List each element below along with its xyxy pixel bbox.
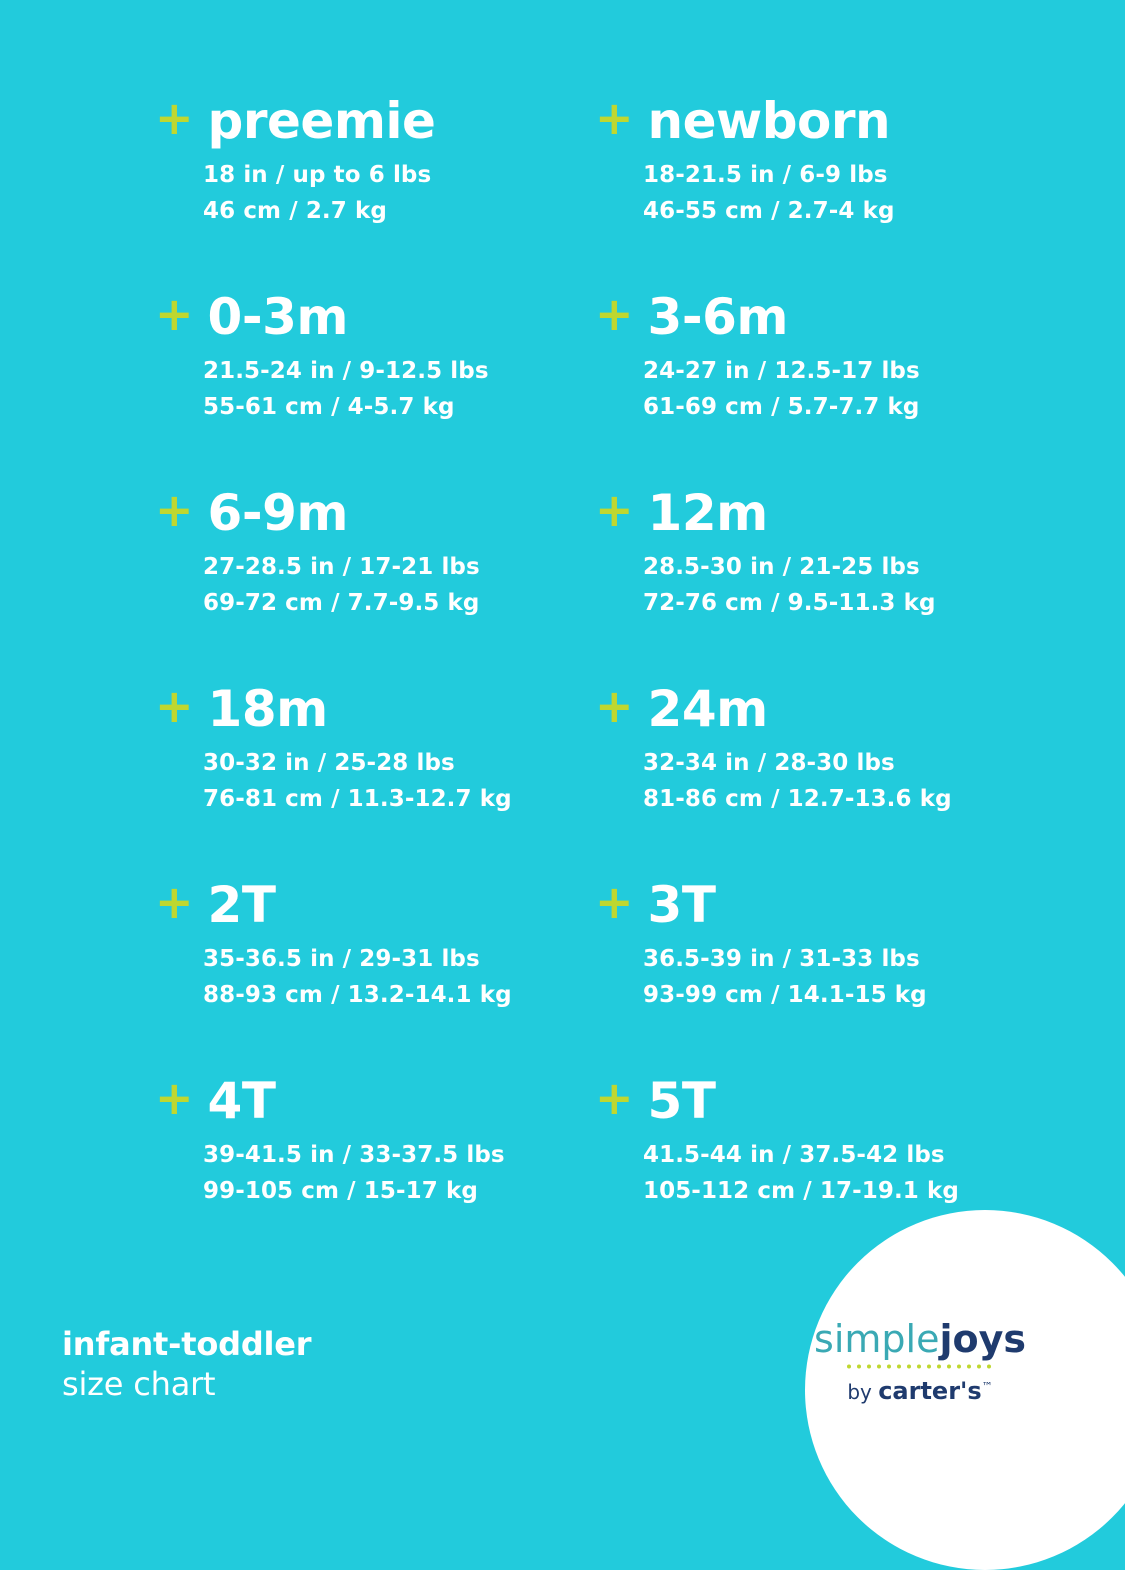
size-entry-18m — [155, 679, 595, 880]
size-measurement-imperial: 18-21.5 in / 6-9 lbs — [643, 162, 888, 188]
size-measurements — [155, 158, 595, 229]
plus-icon: + — [155, 875, 194, 929]
size-measurements — [155, 746, 595, 817]
plus-icon: + — [595, 483, 634, 537]
size-entry-0-3m — [155, 287, 595, 488]
plus-icon: + — [155, 91, 194, 145]
chart-title — [62, 1324, 311, 1404]
size-label: 6-9m — [207, 484, 348, 542]
size-heading — [595, 679, 1035, 738]
size-measurements — [595, 942, 1035, 1013]
size-measurement-metric: 99-105 cm / 15-17 kg — [203, 1177, 478, 1204]
size-measurement-metric: 46 cm / 2.7 kg — [203, 197, 387, 224]
size-measurements — [155, 1138, 595, 1209]
size-entry-12m — [595, 483, 1035, 684]
plus-icon: + — [595, 875, 634, 929]
size-measurement-imperial: 21.5-24 in / 9-12.5 lbs — [203, 358, 489, 384]
plus-icon: + — [155, 483, 194, 537]
size-label: 0-3m — [207, 288, 348, 346]
size-measurement-metric: 105-112 cm / 17-19.1 kg — [643, 1177, 959, 1204]
chart-title-line1: infant-toddler — [62, 1325, 312, 1363]
dotted-rule-icon — [845, 1364, 995, 1369]
size-measurement-metric: 69-72 cm / 7.7-9.5 kg — [203, 589, 480, 616]
size-measurement-imperial: 27-28.5 in / 17-21 lbs — [203, 554, 480, 580]
brand-logo-by-text: by — [847, 1380, 879, 1404]
size-label: 3-6m — [647, 288, 788, 346]
size-measurements — [595, 354, 1035, 425]
size-measurement-metric: 81-86 cm / 12.7-13.6 kg — [643, 785, 952, 812]
brand-logo-word-simple: simple — [814, 1317, 940, 1361]
size-heading — [595, 875, 1035, 934]
plus-icon: + — [155, 1071, 194, 1125]
size-measurement-metric: 72-76 cm / 9.5-11.3 kg — [643, 589, 936, 616]
size-measurement-imperial: 28.5-30 in / 21-25 lbs — [643, 554, 920, 580]
plus-icon: + — [595, 1071, 634, 1125]
size-measurement-imperial: 24-27 in / 12.5-17 lbs — [643, 358, 920, 384]
plus-icon: + — [595, 91, 634, 145]
size-measurement-metric: 76-81 cm / 11.3-12.7 kg — [203, 785, 512, 812]
size-measurements — [155, 354, 595, 425]
size-heading — [155, 91, 595, 150]
plus-icon: + — [595, 679, 634, 733]
size-measurement-metric: 55-61 cm / 4-5.7 kg — [203, 393, 455, 420]
size-entry-24m — [595, 679, 1035, 880]
plus-icon: + — [155, 679, 194, 733]
size-heading — [595, 287, 1035, 346]
size-entry-4t — [155, 1071, 595, 1272]
size-measurement-imperial: 39-41.5 in / 33-37.5 lbs — [203, 1142, 505, 1168]
size-measurement-metric: 61-69 cm / 5.7-7.7 kg — [643, 393, 920, 420]
size-measurements — [595, 158, 1035, 229]
size-measurement-imperial: 36.5-39 in / 31-33 lbs — [643, 946, 920, 972]
size-entry-preemie — [155, 91, 595, 292]
size-label: newborn — [647, 92, 891, 150]
size-entry-3-6m — [595, 287, 1035, 488]
size-label: 12m — [647, 484, 768, 542]
size-label: 2T — [207, 876, 276, 934]
size-measurement-imperial: 35-36.5 in / 29-31 lbs — [203, 946, 480, 972]
size-measurement-metric: 88-93 cm / 13.2-14.1 kg — [203, 981, 512, 1008]
size-label: 5T — [647, 1072, 716, 1130]
size-entry-2t — [155, 875, 595, 1076]
size-heading — [595, 1071, 1035, 1130]
size-measurements — [595, 1138, 1035, 1209]
size-label: preemie — [207, 92, 436, 150]
brand-logo-carters-text: carter's — [878, 1377, 982, 1405]
size-label: 4T — [207, 1072, 276, 1130]
size-measurements — [155, 942, 595, 1013]
size-label: 24m — [647, 680, 768, 738]
size-heading — [595, 483, 1035, 542]
size-entry-6-9m — [155, 483, 595, 684]
size-measurement-imperial: 41.5-44 in / 37.5-42 lbs — [643, 1142, 945, 1168]
size-measurement-metric: 93-99 cm / 14.1-15 kg — [643, 981, 927, 1008]
size-measurement-imperial: 30-32 in / 25-28 lbs — [203, 750, 455, 776]
size-heading — [595, 91, 1035, 150]
size-entry-3t — [595, 875, 1035, 1076]
size-measurement-imperial: 18 in / up to 6 lbs — [203, 162, 432, 188]
plus-icon: + — [595, 287, 634, 341]
brand-logo-word-joys: joys — [939, 1317, 1026, 1361]
size-measurements — [595, 550, 1035, 621]
size-heading — [155, 679, 595, 738]
brand-logo — [795, 1317, 1045, 1405]
size-grid — [155, 91, 1035, 1272]
size-heading — [155, 287, 595, 346]
size-heading — [155, 875, 595, 934]
size-heading — [155, 1071, 595, 1130]
plus-icon: + — [155, 287, 194, 341]
size-label: 18m — [207, 680, 328, 738]
size-measurement-imperial: 32-34 in / 28-30 lbs — [643, 750, 895, 776]
size-measurements — [155, 550, 595, 621]
size-entry-newborn — [595, 91, 1035, 292]
chart-title-line2: size chart — [62, 1365, 216, 1403]
size-heading — [155, 483, 595, 542]
trademark-icon: ™ — [981, 1380, 993, 1393]
size-measurements — [595, 746, 1035, 817]
brand-logo-byline — [795, 1377, 1045, 1405]
brand-logo-wordmark — [795, 1317, 1045, 1361]
size-label: 3T — [647, 876, 716, 934]
size-measurement-metric: 46-55 cm / 2.7-4 kg — [643, 197, 895, 224]
